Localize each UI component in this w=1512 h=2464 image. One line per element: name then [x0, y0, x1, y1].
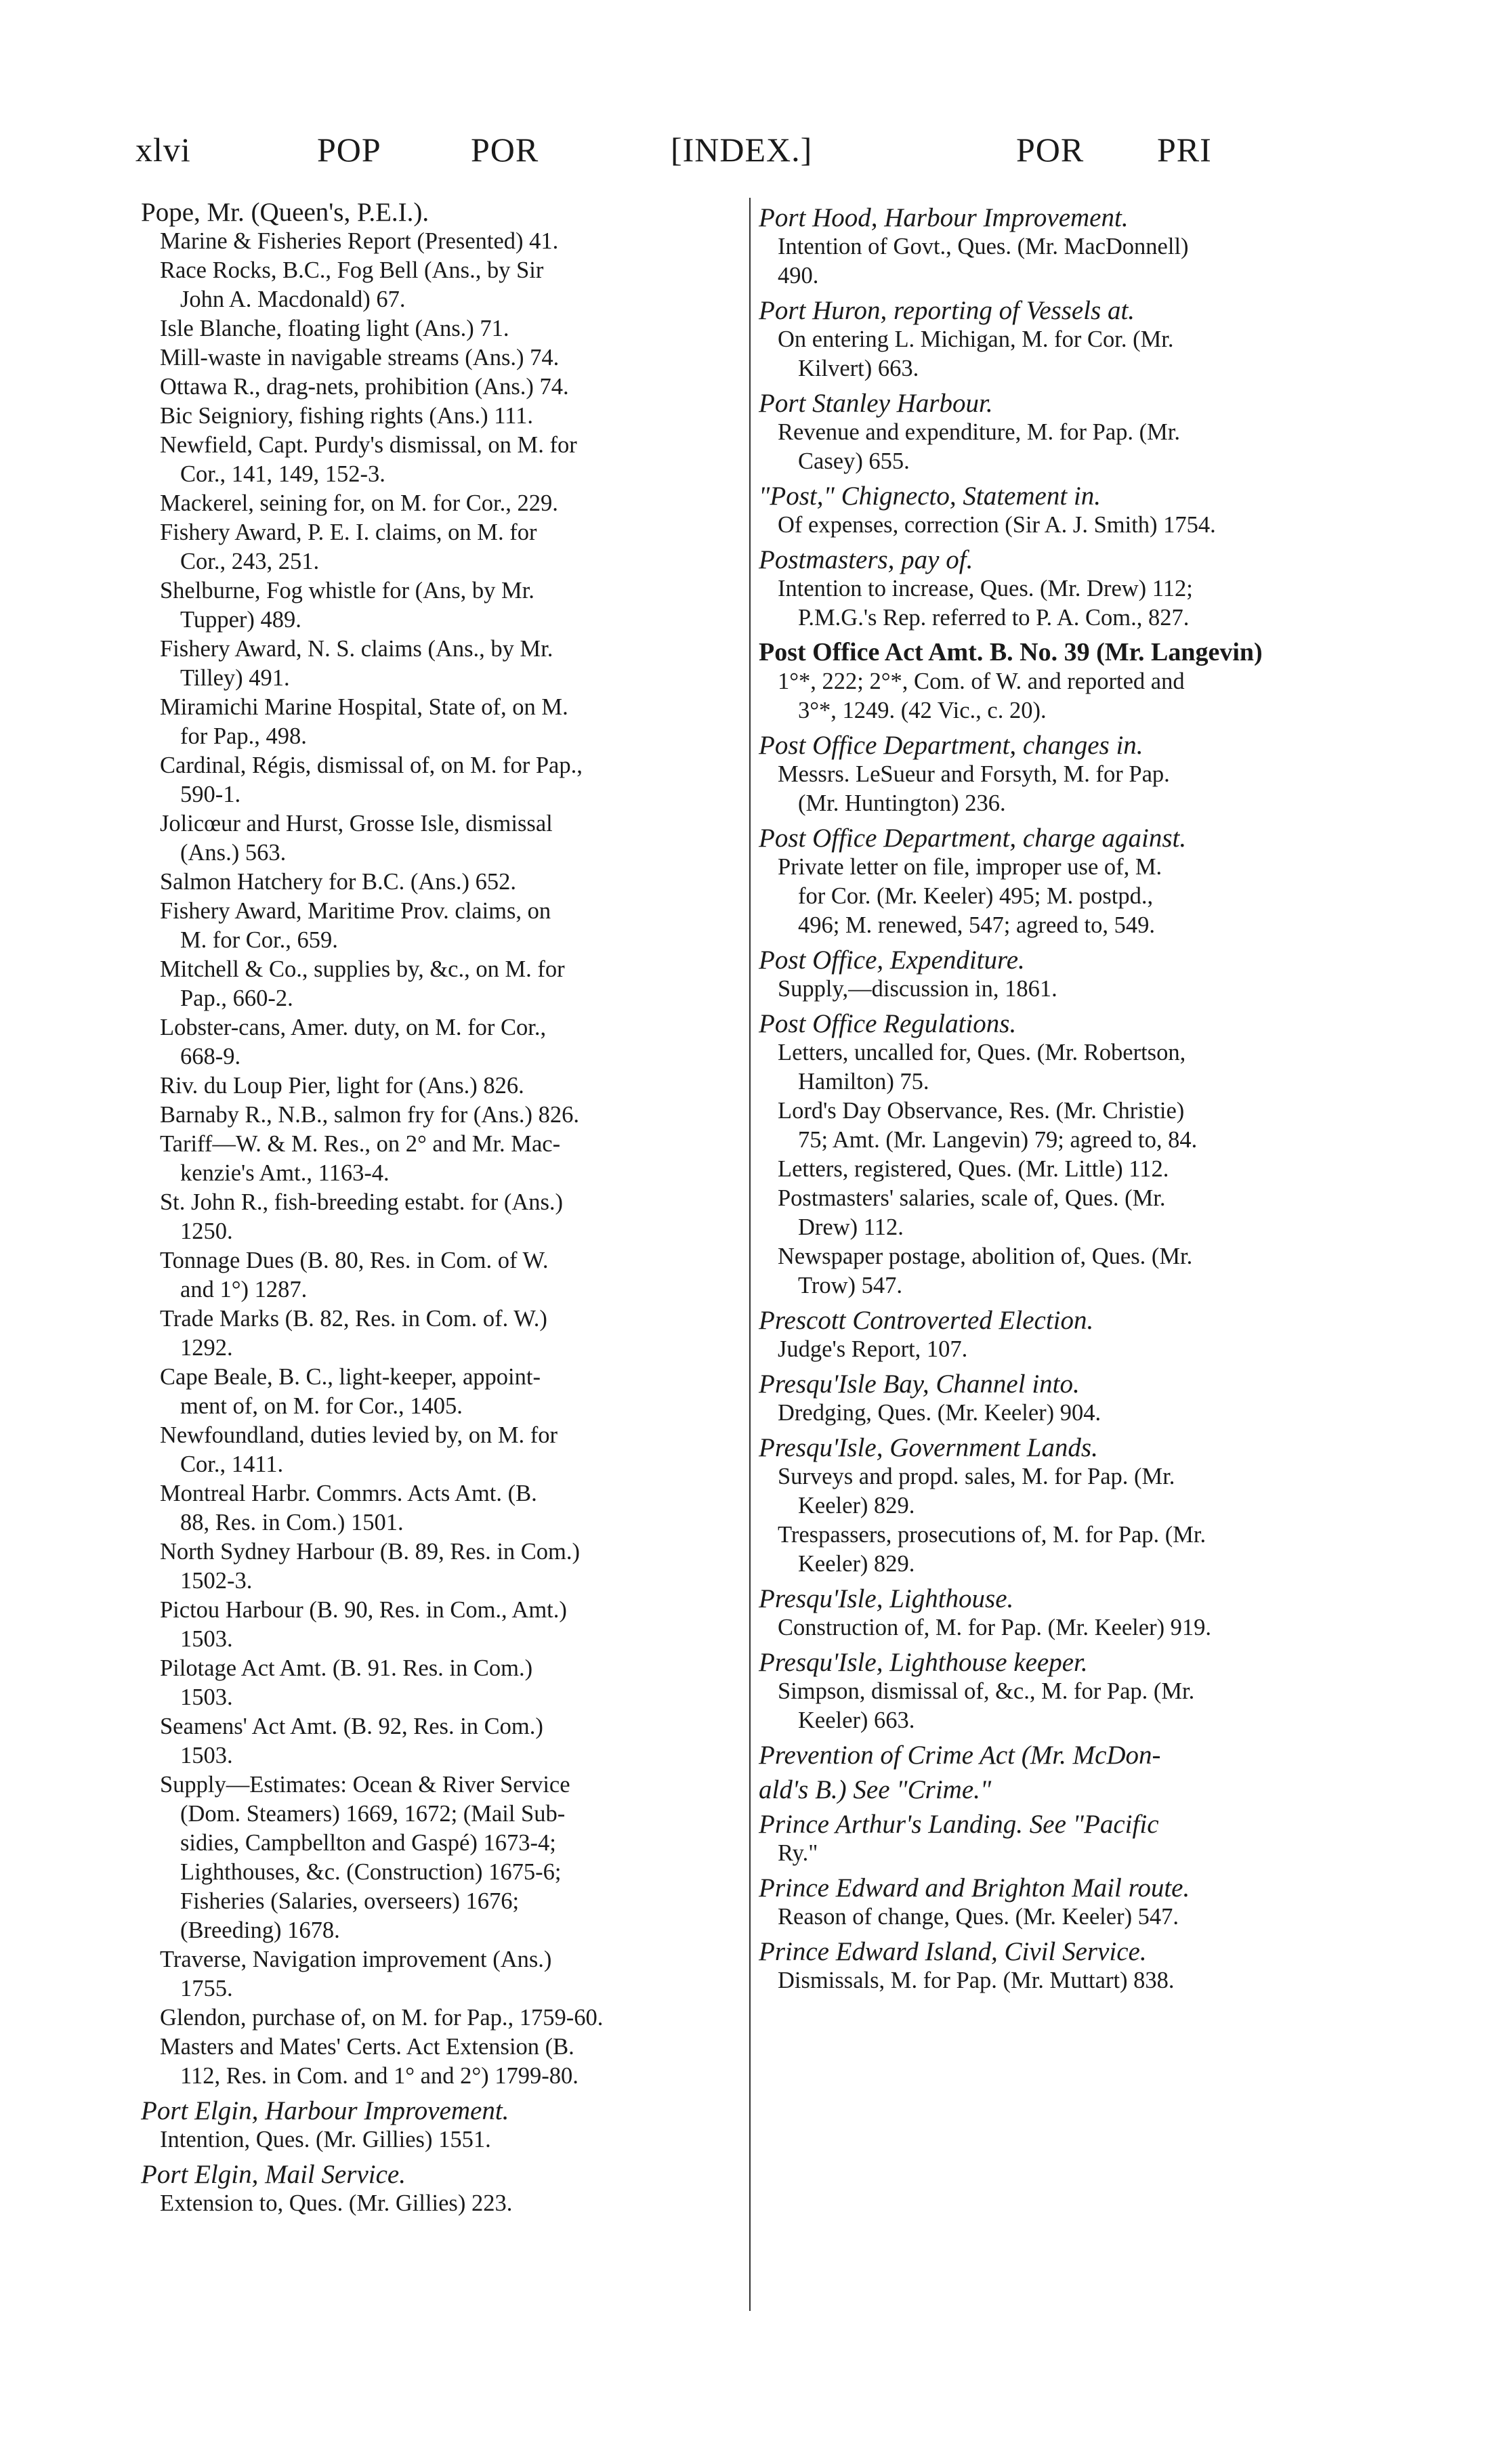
- index-line: 88, Res. in Com.) 1501.: [180, 1510, 404, 1535]
- index-line: Barnaby R., N.B., salmon fry for (Ans.) 826.: [160, 1102, 579, 1128]
- index-line: Reason of change, Ques. (Mr. Keeler) 547.: [778, 1904, 1179, 1930]
- index-line: 490.: [778, 263, 819, 289]
- index-line: 496; M. renewed, 547; agreed to, 549.: [798, 912, 1155, 938]
- index-line: Keeler) 663.: [798, 1707, 915, 1733]
- index-line: for Cor. (Mr. Keeler) 495; M. postpd.,: [798, 883, 1154, 909]
- index-line: Trow) 547.: [798, 1273, 903, 1298]
- index-line: Cor., 1411.: [180, 1451, 284, 1477]
- index-line: 1292.: [180, 1335, 233, 1361]
- index-line: Intention of Govt., Ques. (Mr. MacDonnell): [778, 234, 1189, 259]
- index-line: Mackerel, seining for, on M. for Cor., 229.: [160, 490, 558, 516]
- index-line: and 1°) 1287.: [180, 1277, 308, 1302]
- index-line: Traverse, Navigation improvement (Ans.): [160, 1947, 552, 1972]
- index-line: M. for Cor., 659.: [180, 927, 338, 953]
- index-heading: Post Office, Expenditure.: [759, 946, 1025, 975]
- index-line: Cardinal, Régis, dismissal of, on M. for Pap.,: [160, 752, 583, 778]
- index-line: Supply,—discussion in, 1861.: [778, 976, 1057, 1002]
- index-line: Supply—Estimates: Ocean & River Service: [160, 1772, 570, 1798]
- index-heading: Port Elgin, Harbour Improvement.: [141, 2096, 509, 2125]
- index-line: Construction of, M. for Pap. (Mr. Keeler) 919.: [778, 1615, 1212, 1640]
- index-line: Private letter on file, improper use of, M.: [778, 854, 1162, 880]
- index-line: Riv. du Loup Pier, light for (Ans.) 826.: [160, 1073, 524, 1099]
- index-line: Seamens' Act Amt. (B. 92, Res. in Com.): [160, 1714, 543, 1739]
- index-line: (Breeding) 1678.: [180, 1917, 340, 1943]
- index-heading: Prince Edward Island, Civil Service.: [759, 1937, 1147, 1966]
- index-line: Kilvert) 663.: [798, 356, 919, 381]
- index-line: Hamilton) 75.: [798, 1069, 929, 1095]
- index-line: Fishery Award, P. E. I. claims, on M. for: [160, 519, 537, 545]
- header-catchword-4: PRI: [1157, 131, 1212, 169]
- index-heading: Port Elgin, Mail Service.: [141, 2160, 406, 2189]
- index-line: 1755.: [180, 1976, 233, 2001]
- index-line: (Mr. Huntington) 236.: [798, 790, 1006, 816]
- index-heading: Prince Arthur's Landing. See "Pacific: [759, 1810, 1159, 1839]
- header-catchword-2: POR: [471, 131, 539, 169]
- index-line: Simpson, dismissal of, &c., M. for Pap. (Mr.: [778, 1678, 1195, 1704]
- index-heading: Port Hood, Harbour Improvement.: [759, 203, 1129, 232]
- index-line: 1503.: [180, 1743, 233, 1768]
- index-line: 75; Amt. (Mr. Langevin) 79; agreed to, 84.: [798, 1127, 1198, 1153]
- index-line: Bic Seigniory, fishing rights (Ans.) 111.: [160, 403, 534, 429]
- index-line: Tupper) 489.: [180, 607, 301, 633]
- index-line: Extension to, Ques. (Mr. Gillies) 223.: [160, 2190, 513, 2216]
- index-heading: Presqu'Isle, Government Lands.: [759, 1433, 1098, 1462]
- index-line: Messrs. LeSueur and Forsyth, M. for Pap.: [778, 761, 1170, 787]
- index-line: Intention to increase, Ques. (Mr. Drew) 112;: [778, 576, 1193, 601]
- index-line: Pap., 660-2.: [180, 985, 293, 1011]
- index-line: Marine & Fisheries Report (Presented) 41.: [160, 228, 559, 254]
- index-line: 1250.: [180, 1218, 233, 1244]
- index-line: 112, Res. in Com. and 1° and 2°) 1799-80.: [180, 2063, 579, 2089]
- index-line: Fishery Award, N. S. claims (Ans., by Mr.: [160, 636, 553, 662]
- index-line: 668-9.: [180, 1044, 241, 1069]
- index-line: Montreal Harbr. Commrs. Acts Amt. (B.: [160, 1481, 537, 1506]
- index-line: 3°*, 1249. (42 Vic., c. 20).: [798, 698, 1047, 723]
- index-line: (Ans.) 563.: [180, 840, 287, 866]
- index-line: Fisheries (Salaries, overseers) 1676;: [180, 1888, 520, 1914]
- index-heading: Postmasters, pay of.: [759, 545, 973, 574]
- index-line: Ottawa R., drag-nets, prohibition (Ans.) 74.: [160, 374, 569, 400]
- index-line: Tilley) 491.: [180, 665, 290, 691]
- index-line: P.M.G.'s Rep. referred to P. A. Com., 827.: [798, 605, 1190, 631]
- index-line: Cor., 141, 149, 152-3.: [180, 461, 385, 487]
- index-heading: "Post," Chignecto, Statement in.: [759, 482, 1101, 511]
- index-heading: Post Office Department, charge against.: [759, 824, 1187, 853]
- index-line: 1502-3.: [180, 1568, 253, 1594]
- index-line: Newfoundland, duties levied by, on M. for: [160, 1422, 558, 1448]
- index-line: Intention, Ques. (Mr. Gillies) 1551.: [160, 2127, 491, 2152]
- index-heading: Presqu'Isle, Lighthouse.: [759, 1584, 1014, 1613]
- index-line: Pilotage Act Amt. (B. 91. Res. in Com.): [160, 1655, 533, 1681]
- index-line: Cor., 243, 251.: [180, 549, 320, 574]
- index-line: 1503.: [180, 1626, 233, 1652]
- index-line: On entering L. Michigan, M. for Cor. (Mr.: [778, 326, 1174, 352]
- index-line: Dredging, Ques. (Mr. Keeler) 904.: [778, 1400, 1101, 1426]
- index-heading: Prince Edward and Brighton Mail route.: [759, 1873, 1190, 1903]
- index-column-left: [141, 198, 740, 2218]
- index-line: Jolicœur and Hurst, Grosse Isle, dismissal: [160, 811, 553, 836]
- index-line: Keeler) 829.: [798, 1551, 915, 1577]
- index-line: Miramichi Marine Hospital, State of, on M.: [160, 694, 568, 720]
- index-line: for Pap., 498.: [180, 723, 307, 749]
- column-divider: [749, 198, 751, 2311]
- index-line: 1°*, 222; 2°*, Com. of W. and reported and: [778, 668, 1185, 694]
- index-heading: Post Office Act Amt. B. No. 39 (Mr. Langevin): [759, 638, 1263, 666]
- index-line: Cape Beale, B. C., light-keeper, appoint-: [160, 1364, 541, 1390]
- index-line: Revenue and expenditure, M. for Pap. (Mr.: [778, 419, 1181, 445]
- index-line: Lighthouses, &c. (Construction) 1675-6;: [180, 1859, 562, 1885]
- index-heading: Post Office Regulations.: [759, 1009, 1017, 1038]
- index-line: Mill-waste in navigable streams (Ans.) 74.: [160, 345, 560, 370]
- index-line: (Dom. Steamers) 1669, 1672; (Mail Sub-: [180, 1801, 566, 1827]
- header-catchword-1: POP: [317, 131, 381, 169]
- index-line: Masters and Mates' Certs. Act Extension (B.: [160, 2034, 574, 2060]
- index-line: 1503.: [180, 1684, 233, 1710]
- index-heading: Pope, Mr. (Queen's, P.E.I.).: [141, 198, 429, 227]
- index-heading: ald's B.) See "Crime.": [759, 1775, 992, 1804]
- index-line: Lobster-cans, Amer. duty, on M. for Cor.,: [160, 1015, 547, 1040]
- index-line: Salmon Hatchery for B.C. (Ans.) 652.: [160, 869, 517, 895]
- index-line: Tariff—W. & M. Res., on 2° and Mr. Mac-: [160, 1131, 561, 1157]
- index-heading: Port Stanley Harbour.: [759, 389, 993, 418]
- index-line: Casey) 655.: [798, 448, 910, 474]
- index-line: Trespassers, prosecutions of, M. for Pap. (Mr.: [778, 1522, 1206, 1548]
- index-line: Pictou Harbour (B. 90, Res. in Com., Amt.): [160, 1597, 567, 1623]
- index-line: Of expenses, correction (Sir A. J. Smith) 1754.: [778, 512, 1216, 538]
- index-heading: Prescott Controverted Election.: [759, 1306, 1094, 1335]
- index-line: Letters, registered, Ques. (Mr. Little) 112.: [778, 1156, 1169, 1182]
- index-heading: Post Office Department, changes in.: [759, 731, 1143, 760]
- index-line: Newfield, Capt. Purdy's dismissal, on M. for: [160, 432, 577, 458]
- index-line: John A. Macdonald) 67.: [180, 286, 406, 312]
- index-heading: Port Huron, reporting of Vessels at.: [759, 296, 1135, 325]
- index-line: Shelburne, Fog whistle for (Ans, by Mr.: [160, 578, 534, 603]
- index-line: Postmasters' salaries, scale of, Ques. (Mr.: [778, 1185, 1166, 1211]
- index-line: Lord's Day Observance, Res. (Mr. Christie): [778, 1098, 1185, 1124]
- index-line: Letters, uncalled for, Ques. (Mr. Robertson,: [778, 1040, 1186, 1065]
- index-column-right: [759, 198, 1377, 1995]
- index-line: ment of, on M. for Cor., 1405.: [180, 1393, 463, 1419]
- index-line: Mitchell & Co., supplies by, &c., on M. for: [160, 956, 565, 982]
- index-line: Keeler) 829.: [798, 1493, 915, 1518]
- index-line: Dismissals, M. for Pap. (Mr. Muttart) 838.: [778, 1968, 1175, 1993]
- index-line: Isle Blanche, floating light (Ans.) 71.: [160, 316, 509, 341]
- index-heading: Presqu'Isle, Lighthouse keeper.: [759, 1648, 1088, 1677]
- index-line: Race Rocks, B.C., Fog Bell (Ans., by Sir: [160, 257, 544, 283]
- index-line: North Sydney Harbour (B. 89, Res. in Com.): [160, 1539, 580, 1565]
- index-line: Fishery Award, Maritime Prov. claims, on: [160, 898, 551, 924]
- index-heading: Prevention of Crime Act (Mr. McDon-: [759, 1741, 1161, 1770]
- index-line: Trade Marks (B. 82, Res. in Com. of. W.): [160, 1306, 547, 1332]
- index-line: Tonnage Dues (B. 80, Res. in Com. of W.: [160, 1248, 549, 1273]
- index-line: Drew) 112.: [798, 1214, 904, 1240]
- index-line: Glendon, purchase of, on M. for Pap., 1759-60.: [160, 2005, 604, 2031]
- header-section: [INDEX.]: [671, 131, 813, 169]
- header-catchword-3: POR: [1016, 131, 1085, 169]
- running-header: [135, 130, 1382, 177]
- index-line: Newspaper postage, abolition of, Ques. (Mr.: [778, 1244, 1193, 1269]
- index-heading: Presqu'Isle Bay, Channel into.: [759, 1369, 1080, 1399]
- index-line: kenzie's Amt., 1163-4.: [180, 1160, 390, 1186]
- page-number: xlvi: [135, 131, 191, 169]
- index-line: Judge's Report, 107.: [778, 1336, 968, 1362]
- index-line: sidies, Campbellton and Gaspé) 1673-4;: [180, 1830, 556, 1856]
- index-line: St. John R., fish-breeding estabt. for (Ans.): [160, 1189, 564, 1215]
- index-line: Ry.": [778, 1840, 818, 1866]
- index-line: Surveys and propd. sales, M. for Pap. (Mr.: [778, 1464, 1175, 1489]
- index-line: 590-1.: [180, 782, 241, 807]
